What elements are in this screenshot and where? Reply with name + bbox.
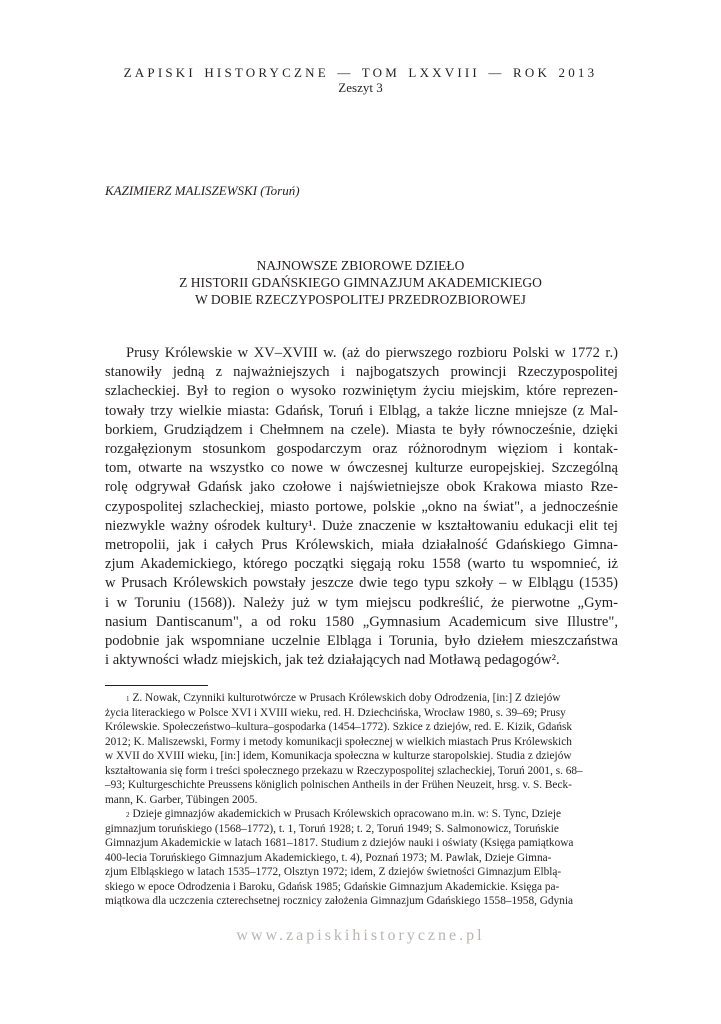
body-line: szlacheckiej. Był to region o wysoko rozwiniętym życiu miejskim, które reprezen-	[105, 383, 618, 400]
footnote-line: Gimnazjum Akademickie w latach 1681–1817. Studium z dziejów nauki i oświaty (Księga pamiątkowa	[105, 837, 574, 849]
main-paragraph	[105, 344, 618, 670]
title-line: NAJNOWSZE ZBIOROWE DZIEŁO	[256, 258, 465, 273]
body-line: i w Toruniu (1568)). Należy już w tym miejscu podkreślić, że pierwotne „Gym-	[105, 594, 618, 611]
footnote-line: gimnazjum toruńskiego (1568–1772), t. 1, Toruń 1928; t. 2, Toruń 1949; S. Salmonowicz, Toruńskie	[105, 822, 559, 835]
title-line: W DOBIE RZECZYPOSPOLITEJ PRZEDROZBIOROWEJ	[195, 292, 526, 307]
footnote-line: Królewskie. Społeczeństwo–kultura–gospodarka (1454–1772). Szkice z dziejów, red. E. Kizik, Gdańsk	[105, 721, 573, 733]
body-line: rozgałęzionym stosunkom gospodarczym oraz różnorodnym więziom i kontak-	[105, 441, 618, 458]
body-line: czypospolitej szlacheckiej, miasto portowe, polskie „okno na świat", a jednocześnie	[105, 498, 618, 515]
footnote-2	[105, 807, 618, 909]
footnote-line: $^2$ Dzieje gimnazjów akademickich w Prusach Królewskich opracowano m.in. w: S. Tync, Dzieje	[126, 808, 561, 820]
body-line: metropolii, jak i całych Prus Królewskich, miała działalność Gdańskiego Gimna-	[105, 537, 618, 554]
author-name: KAZIMIERZ MALISZEWSKI (Toruń)	[105, 183, 300, 198]
footnote-line: skiego w epoce Odrodzenia i Baroku, Gdańsk 1985; Gdańskie Gimnazjum Akademickie. Księga pa-	[105, 880, 560, 893]
footnote-separator	[105, 685, 208, 686]
footnotes	[105, 691, 618, 909]
body-line: towały trzy wielkie miasta: Gdańsk, Toruń i Elbląg, a także liczne mniejsze (z Mal-	[105, 402, 618, 419]
footnote-line: kształtowania się form i treści społecznego przekazu w Rzeczypospolitej szlacheckiej, Toruń 2001, s. 68–	[105, 764, 583, 777]
body-line: w Prusach Królewskich powstały jeszcze dwie tego typu szkoły – w Elblągu (1535)	[105, 575, 618, 592]
body-line: i aktywności władz miejskich, jak też działających nad Motławą pedagogów².	[105, 652, 560, 669]
footnote-line: –93; Kulturgeschichte Preussens königlich polnischen Antheils in der Frühen Neuzeit, hrsg. v. S. Beck-	[105, 779, 572, 791]
issue-number: Zeszyt 3	[338, 80, 383, 95]
footnote-line: $^1$ Z. Nowak, Czynniki kulturotwórcze w Prusach Królewskich doby Odrodzenia, [in:] Z dziejów	[126, 692, 561, 704]
title-line: Z HISTORII GDAŃSKIEGO GIMNAZJUM AKADEMICKIEGO	[179, 275, 542, 290]
body-line: nasium Dantiscanum", a od roku 1580 „Gymnasium Academicum sive Illustre",	[105, 613, 618, 630]
article-title	[0, 257, 721, 308]
footnote-line: miątkowa dla uczczenia czterechsetnej rocznicy założenia Gimnazjum Gdańskiego 1558–1958, Gdynia	[105, 895, 574, 907]
body-line: zjum Akademickiego, którego początki sięgają roku 1558 (warto tu wspomnieć, iż	[105, 556, 618, 573]
footnote-number: 2	[126, 811, 130, 819]
body-line: borkiem, Grudziądzem i Chełmnem na czele). Miasta te były równocześnie, dzięki	[105, 421, 618, 438]
website-url[interactable]: www.zapiskihistoryczne.pl	[236, 927, 485, 944]
footnote-line: zjum Elbląskiego w latach 1535–1772, Olsztyn 1972; idem, Z dziejów świetności Gimnazjum Elblą-	[105, 866, 562, 878]
body-line: tom, otwarte na wszystko co nowe w ówczesnej kulturze europejskiej. Szczególną	[105, 460, 618, 477]
body-line: podobnie jak wspomniane uczelnie Elbląga i Torunia, było dziełem mieszczaństwa	[105, 633, 618, 650]
body-line: niezwykle ważny ośrodek kultury¹. Duże znaczenie w kształtowaniu edukacji elit tej	[105, 517, 618, 534]
footnote-line: życia literackiego w Polsce XVI i XVIII wieku, red. H. Dziechcińska, Wrocław 1980, s. 39–69; Prusy	[105, 706, 566, 719]
footnote-line: 400-lecia Toruńskiego Gimnazjum Akademickiego, t. 4), Poznań 1973; M. Pawlak, Dzieje Gimna-	[105, 851, 552, 864]
footnote-number: 1	[126, 695, 130, 703]
body-line: Prusy Królewskie w XV–XVIII w. (aż do pierwszego rozbioru Polski w 1772 r.)	[126, 345, 618, 361]
journal-header: ZAPISKI HISTORYCZNE — TOM LXXVIII — ROK 2013	[123, 65, 598, 80]
footnote-line: 2012; K. Maliszewski, Formy i metody komunikacji społecznej w wielkich miastach Prus Królewskich	[105, 735, 572, 748]
footnote-line: mann, K. Garber, Tübingen 2005.	[105, 793, 258, 806]
footnote-line: w XVII do XVIII wieku, [in:] idem, Komunikacja społeczna w kulturze staropolskiej. Studia z dziejów	[105, 750, 572, 762]
footnote-1	[105, 691, 618, 807]
body-line: stanowiły jedną z najważniejszych i najbogatszych prowincji Rzeczypospolitej	[105, 364, 618, 381]
body-line: rolę odgrywał Gdańsk jako czołowe i najświetniejsze obok Krakowa miasto Rze-	[105, 479, 618, 496]
